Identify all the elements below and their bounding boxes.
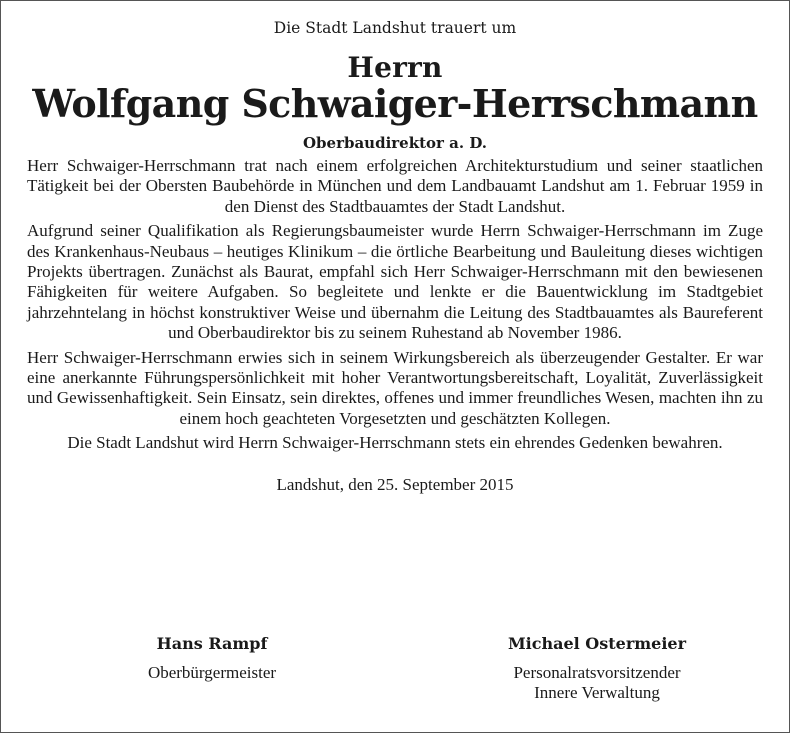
signatory-department: Innere Verwaltung [534,683,660,702]
intro-line: Die Stadt Landshut trauert um [273,19,517,37]
paragraph-remembrance: Die Stadt Landshut wird Herrn Schwaiger-Herrschmann stets ein ehrendes Gedenken bewahren. [67,433,723,453]
signature-block [27,633,763,713]
signatory-name: Hans Rampf [156,634,268,653]
signatory-title: Oberbürgermeister [147,663,277,682]
salutation: Herrn [347,51,443,84]
signatory-name: Michael Ostermeier [507,634,687,653]
signature-mayor [87,633,337,683]
signatory-title: Personalratsvorsitzender [513,663,681,682]
paragraph-achievements: Aufgrund seiner Qualifikation als Regierungsbaumeister wurde Herrn Schwaiger-Herrschmann im Zuge des Krankenhaus-Neubaus – heutiges Klinikum – die örtliche Bearbeitung und Bauleitung dieses wichtigen Projekts übertragen. Zunächst als Baurat, empfahl sich Herr Schwaiger-Herrschmann mit den bewiesenen Fähigkeiten für weitere Aufgaben. So begleitete und lenkte er die Bauentwicklung im Stadtgebiet jahrzehntelang in höchst konstruktiver Weise und übernahm die Leitung des Stadtbauamtes als Baureferent und Oberbaudirektor bis zu seinem Ruhestand ab November 1986. [27,221,763,343]
paragraph-career: Herr Schwaiger-Herrschmann trat nach einem erfolgreichen Architekturstudium und seiner staatlichen Tätigkeit bei der Obersten Baubehörde in München und dem Landbauamt Landshut am 1. Februar 1959 in den Dienst des Stadtbauamtes der Stadt Landshut. [27,156,763,216]
place-and-date: Landshut, den 25. September 2015 [276,474,514,494]
deceased-rank: Oberbaudirektor a. D. [302,134,488,152]
deceased-name: Wolfgang Schwaiger-Herrschmann [32,81,758,126]
signature-staff-council [447,633,747,703]
obituary-notice [27,19,763,495]
paragraph-character: Herr Schwaiger-Herrschmann erwies sich in seinem Wirkungsbereich als überzeugender Gestalter. Er war eine anerkannte Führungspersönlichkeit mit hoher Verantwortungsbereitschaft, Loyalität, Zuverlässigkeit und Gewissenhaftigkeit. Sein Einsatz, sein direktes, offenes und immer freundliches Wesen, machten ihn zu einem hoch geachteten Vorgesetzten und geschätzten Kollegen. [27,347,763,428]
